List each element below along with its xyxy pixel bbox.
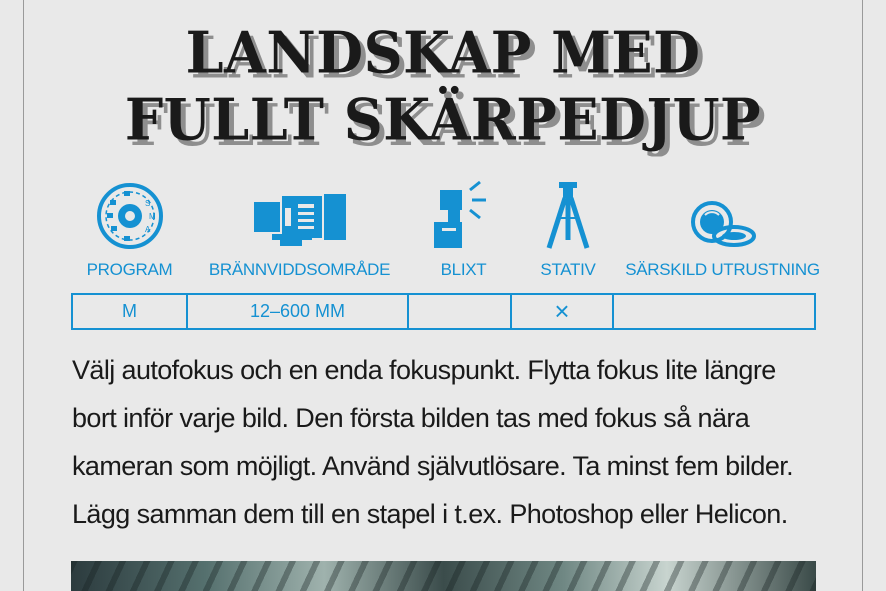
dial-letter-m: M [148,212,156,221]
lens-icon [252,192,348,252]
landscape-photo [71,561,816,591]
equipment-label: PROGRAM [86,260,173,279]
dial-letter-s: S [144,199,150,208]
title-line-2: FULLT SKÄRPEDJUP [124,86,762,154]
text-line: Välj autofokus och en enda fokuspunkt. Flytta fokus lite längre [72,355,776,385]
tripod-icon [543,180,593,252]
dial-letter-a: A [144,225,150,234]
equipment-label: SÄRSKILD UTRUSTNING [625,260,820,279]
instruction-text [72,346,832,538]
table-row [72,294,815,329]
program-value: M [72,294,187,329]
equipment-label: BRÄNNVIDDSOMRÅDE [208,260,391,279]
equipment-label: BLIXT [440,260,487,279]
flash-icon [424,180,504,252]
text-line: Lägg samman dem till en stapel i t.ex. Photoshop eller Helicon. [72,499,788,529]
text-line: bort inför varje bild. Den första bilden tas med fokus så nära [72,403,750,433]
equipment-program [71,178,188,288]
equipment-flash [411,178,516,288]
equipment-tripod [516,178,620,288]
equipment-focal-range [188,178,411,288]
mode-dial-icon [96,182,164,250]
filters-icon [688,200,758,250]
focal-range-value: 12–600 MM [187,294,408,329]
special-gear-value [613,294,815,329]
flash-value [408,294,511,329]
title-line-1: LANDSKAP MED [185,18,701,86]
equipment-icon-row [0,178,886,288]
page-margin-rule-left [23,0,24,591]
tripod-value: × [511,294,613,329]
page-title [40,19,846,153]
text-line: kameran som möjligt. Använd självutlösare. Ta minst fem bilder. [72,451,794,481]
page-margin-rule-right [862,0,863,591]
equipment-special-gear [620,178,825,288]
equipment-settings-table [71,293,816,330]
equipment-label: STATIV [540,260,596,279]
